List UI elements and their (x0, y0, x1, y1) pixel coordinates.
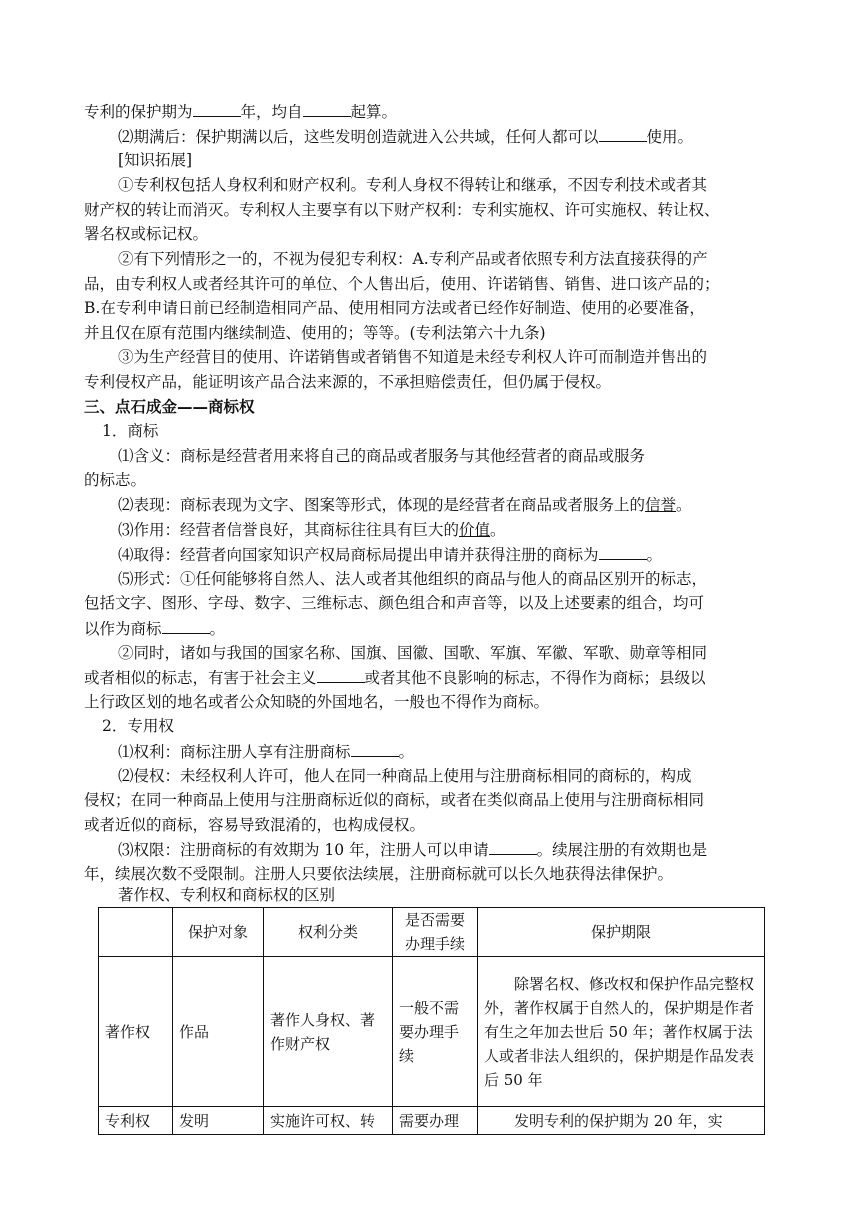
text-line: ③为生产经营目的使用、许诺销售或者销售不知道是未经专利权人许可而制造并售出的 (118, 348, 708, 366)
underlined-term: 信誉 (645, 496, 677, 514)
text-line: 年，续展次数不受限制。注册人只要依法续展，注册商标就可以长久地获得法律保护。 (84, 865, 674, 883)
text-line: ⑵期满后：保护期满以后，这些发明创造就进入公共域，任何人都可以 使用。 (118, 125, 818, 149)
text-line: ⑶作用：经营者信誉良好，其商标往往具有巨大的价值。 (118, 521, 506, 539)
table-cell: 作品 (173, 957, 264, 1107)
section-heading: 三、点石成金——商标权 (84, 398, 255, 416)
text-line: ②有下列情形之一的，不视为侵犯专利权：A.专利产品或者依照专利方法直接获得的产 (118, 250, 708, 268)
fill-blank[interactable] (162, 617, 210, 634)
text-line: B.在专利申请日前已经制造相同产品、使用相同方法或者已经作好制造、使用的必要准备， (84, 299, 705, 317)
text-line: 侵权；在同一种商品上使用与注册商标近似的商标，或者在类似商品上使用与注册商标相同 (84, 791, 705, 809)
comparison-table (98, 907, 765, 1135)
text-line: ⑴权利：商标注册人享有注册商标 。 (118, 740, 818, 764)
text-line: 或者近似的商标，容易导致混淆的，也构成侵权。 (84, 816, 426, 834)
table-cell: 发明 (173, 1107, 264, 1135)
table-cell: 除署名权、修改权和保护作品完整权外，著作权属于自然人的，保护期是作者有生之年加去世后 50 年；著作权属于法人或者非法人组织的，保护期是作品发表后 50 年 (478, 957, 765, 1107)
text-line: 财产权的转让而消灭。专利权人主要享有以下财产权利：专利实施权、许可实施权、转让权、 (84, 201, 720, 219)
table-row (99, 957, 765, 1107)
text-line: 专利侵权产品，能证明该产品合法来源的，不承担赔偿责任，但仍属于侵权。 (84, 373, 612, 391)
text-line: 署名权或标记权。 (84, 225, 209, 243)
table-cell: 需要办理 (393, 1107, 478, 1135)
table-header-row (99, 908, 765, 957)
header-cell: 是否需要办理手续 (393, 908, 478, 957)
subsection-heading: 1．商标 (102, 422, 159, 440)
section-label: [知识拓展] (118, 151, 193, 169)
underlined-term: 价值 (459, 521, 491, 539)
table-caption: 著作权、专利权和商标权的区别 (118, 886, 336, 904)
table-cell: 著作权 (99, 957, 173, 1107)
header-cell: 权利分类 (264, 908, 393, 957)
text-line: 以作为商标 。 (84, 617, 784, 641)
text-line: ⑷取得：经营者向国家知识产权局商标局提出申请并获得注册的商标为 。 (118, 543, 818, 567)
text-line: ⑸形式：①任何能够将自然人、法人或者其他组织的商品与他人的商品区别开的标志， (118, 570, 708, 588)
text-line: 并且仅在原有范围内继续制造、使用的；等等。(专利法第六十九条) (84, 324, 546, 342)
text-line: ①专利权包括人身权利和财产权利。专利人身权不得转让和继承，不因专利技术或者其 (118, 176, 708, 194)
text-line: ⑵表现：商标表现为文字、图案等形式，体现的是经营者在商品或者服务上的信誉。 (118, 496, 692, 514)
text-line: 上行政区划的地名或者公众知晓的外国地名，一般也不得作为商标。 (84, 693, 550, 711)
fill-blank[interactable] (599, 543, 647, 560)
text-line: 品，由专利权人或者经其许可的单位、个人售出后，使用、许诺销售、销售、进口该产品的； (84, 275, 720, 293)
table-cell: 实施许可权、转 (264, 1107, 393, 1135)
fill-blank[interactable] (303, 100, 351, 117)
table-cell: 著作人身权、著作财产权 (264, 957, 393, 1107)
text-line: 或者相似的标志，有害于社会主义 或者其他不良影响的标志，不得作为商标；县级以 (84, 666, 784, 690)
text-line: 包括文字、图形、字母、数字、三维标志、颜色组合和声音等，以及上述要素的组合，均可 (84, 594, 705, 612)
text-line: ⑵侵权：未经权利人许可，他人在同一种商品上使用与注册商标相同的商标的，构成 (118, 767, 692, 785)
header-cell (99, 908, 173, 957)
fill-blank[interactable] (317, 666, 365, 683)
text-line: 的标志。 (84, 471, 147, 489)
text-line: ⑶权限：注册商标的有效期为 10 年，注册人可以申请 。续展注册的有效期也是 (118, 838, 818, 862)
fill-blank[interactable] (489, 838, 537, 855)
header-cell: 保护期限 (478, 908, 765, 957)
text-line: ⑴含义：商标是经营者用来将自己的商品或者服务与其他经营者的商品或服务 (118, 447, 646, 465)
header-cell: 保护对象 (173, 908, 264, 957)
fill-blank[interactable] (599, 125, 647, 142)
subsection-heading: 2．专用权 (102, 717, 174, 735)
table-row (99, 1107, 765, 1135)
text-line: ②同时，诸如与我国的国家名称、国旗、国徽、国歌、军旗、军徽、军歌、勋章等相同 (118, 644, 708, 662)
table-cell: 一般不需要办理手续 (393, 957, 478, 1107)
table-cell: 发明专利的保护期为 20 年，实 (478, 1107, 765, 1135)
fill-blank[interactable] (193, 100, 241, 117)
table-cell: 专利权 (99, 1107, 173, 1135)
text-line: 专利的保护期为 年，均自 起算。 (84, 100, 784, 124)
fill-blank[interactable] (351, 740, 399, 757)
